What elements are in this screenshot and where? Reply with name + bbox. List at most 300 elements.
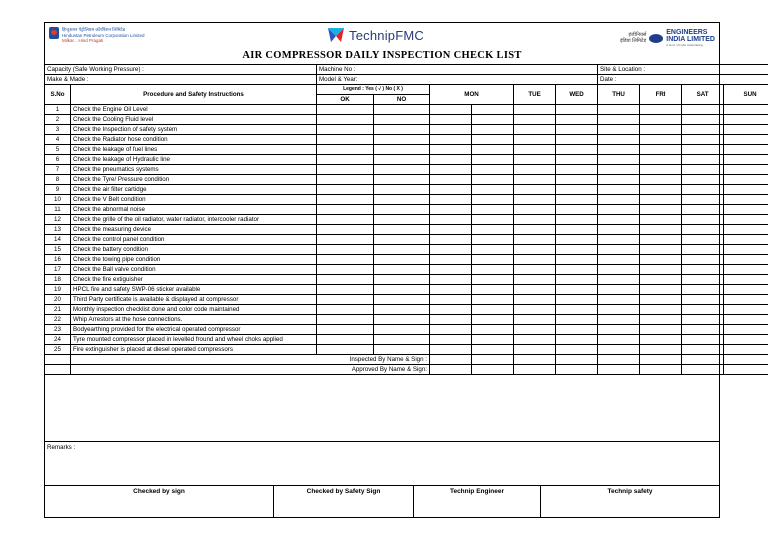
wed-cell[interactable] bbox=[556, 335, 598, 345]
wed-cell[interactable] bbox=[556, 165, 598, 175]
tue-cell[interactable] bbox=[514, 265, 556, 275]
mon-cell-a[interactable] bbox=[430, 325, 472, 335]
fri-cell[interactable] bbox=[640, 265, 682, 275]
tue-cell[interactable] bbox=[514, 105, 556, 115]
wed-cell[interactable] bbox=[556, 325, 598, 335]
mon-cell-b[interactable] bbox=[472, 185, 514, 195]
fri-cell[interactable] bbox=[640, 205, 682, 215]
no-cell[interactable] bbox=[374, 205, 430, 215]
tue-cell[interactable] bbox=[514, 205, 556, 215]
day-header-tue: TUE bbox=[514, 85, 556, 105]
item-procedure: Check the pneumatics systems bbox=[71, 165, 317, 175]
thu-cell[interactable] bbox=[598, 225, 640, 235]
ok-cell[interactable] bbox=[317, 185, 374, 195]
mon-cell-a[interactable] bbox=[430, 295, 472, 305]
ok-cell[interactable] bbox=[317, 245, 374, 255]
thu-cell[interactable] bbox=[598, 135, 640, 145]
sun-cell[interactable] bbox=[724, 185, 768, 195]
item-number: 14 bbox=[45, 235, 71, 245]
procedure-header: Procedure and Safety Instructions bbox=[71, 85, 317, 105]
table-row bbox=[45, 215, 768, 225]
sat-cell[interactable] bbox=[682, 185, 724, 195]
wed-cell[interactable] bbox=[556, 195, 598, 205]
mon-cell-a[interactable] bbox=[430, 305, 472, 315]
table-row bbox=[45, 185, 768, 195]
item-number: 11 bbox=[45, 205, 71, 215]
item-procedure: Check the abnormal noise bbox=[71, 205, 317, 215]
mon-cell-b[interactable] bbox=[472, 325, 514, 335]
sat-cell[interactable] bbox=[682, 315, 724, 325]
mon-cell-b[interactable] bbox=[472, 215, 514, 225]
tue-cell[interactable] bbox=[514, 135, 556, 145]
wed-cell[interactable] bbox=[556, 145, 598, 155]
sat-cell[interactable] bbox=[682, 145, 724, 155]
thu-cell[interactable] bbox=[598, 145, 640, 155]
thu-cell[interactable] bbox=[598, 345, 640, 355]
mon-cell-a[interactable] bbox=[430, 335, 472, 345]
eil-logo bbox=[620, 29, 715, 47]
item-procedure: Check the Inspection of safety system bbox=[71, 125, 317, 135]
thu-cell[interactable] bbox=[598, 155, 640, 165]
sat-cell[interactable] bbox=[682, 165, 724, 175]
no-cell[interactable] bbox=[374, 105, 430, 115]
mon-cell-a[interactable] bbox=[430, 285, 472, 295]
sun-cell[interactable] bbox=[724, 155, 768, 165]
sat-cell[interactable] bbox=[682, 335, 724, 345]
signature-row bbox=[45, 485, 719, 518]
remarks-area[interactable] bbox=[45, 441, 719, 485]
tue-cell[interactable] bbox=[514, 305, 556, 315]
mon-cell-b[interactable] bbox=[472, 135, 514, 145]
mon-cell-b[interactable] bbox=[472, 285, 514, 295]
no-cell[interactable] bbox=[374, 315, 430, 325]
no-cell[interactable] bbox=[374, 135, 430, 145]
site-location-field[interactable]: Site & Location : bbox=[598, 65, 768, 75]
ok-cell[interactable] bbox=[317, 235, 374, 245]
sun-cell[interactable] bbox=[724, 105, 768, 115]
technip-safety-cell[interactable]: Technip safety bbox=[607, 488, 653, 495]
ok-cell[interactable] bbox=[317, 125, 374, 135]
wed-cell[interactable] bbox=[556, 255, 598, 265]
mon-cell-a[interactable] bbox=[430, 315, 472, 325]
wed-cell[interactable] bbox=[556, 215, 598, 225]
no-cell[interactable] bbox=[374, 115, 430, 125]
make-field[interactable]: Make & Made : bbox=[45, 75, 317, 85]
date-field[interactable]: Date : bbox=[598, 75, 768, 85]
sun-cell[interactable] bbox=[724, 335, 768, 345]
tue-cell[interactable] bbox=[514, 325, 556, 335]
capacity-field[interactable]: Capacity (Safe Working Pressure) : bbox=[45, 65, 317, 75]
fri-cell[interactable] bbox=[640, 295, 682, 305]
no-cell[interactable] bbox=[374, 125, 430, 135]
no-cell[interactable] bbox=[374, 215, 430, 225]
item-procedure: Check the Radiator hose condition bbox=[71, 135, 317, 145]
sat-cell[interactable] bbox=[682, 115, 724, 125]
ok-cell[interactable] bbox=[317, 135, 374, 145]
mon-cell-b[interactable] bbox=[472, 335, 514, 345]
ok-cell[interactable] bbox=[317, 265, 374, 275]
sun-cell[interactable] bbox=[724, 145, 768, 155]
thu-cell[interactable] bbox=[598, 315, 640, 325]
sat-cell[interactable] bbox=[682, 135, 724, 145]
sun-cell[interactable] bbox=[724, 165, 768, 175]
ok-cell[interactable] bbox=[317, 315, 374, 325]
sun-cell[interactable] bbox=[724, 135, 768, 145]
sat-cell[interactable] bbox=[682, 285, 724, 295]
sun-cell[interactable] bbox=[724, 225, 768, 235]
ok-cell[interactable] bbox=[317, 255, 374, 265]
fri-cell[interactable] bbox=[640, 285, 682, 295]
mon-cell-a[interactable] bbox=[430, 155, 472, 165]
thu-cell[interactable] bbox=[598, 185, 640, 195]
tue-cell[interactable] bbox=[514, 235, 556, 245]
mon-cell-a[interactable] bbox=[430, 205, 472, 215]
mon-cell-b[interactable] bbox=[472, 105, 514, 115]
mon-cell-b[interactable] bbox=[472, 265, 514, 275]
tue-cell[interactable] bbox=[514, 255, 556, 265]
mon-cell-a[interactable] bbox=[430, 345, 472, 355]
no-cell[interactable] bbox=[374, 325, 430, 335]
eil-emblem-icon bbox=[649, 34, 663, 43]
fri-cell[interactable] bbox=[640, 245, 682, 255]
sun-cell[interactable] bbox=[724, 195, 768, 205]
thu-cell[interactable] bbox=[598, 325, 640, 335]
fri-cell[interactable] bbox=[640, 255, 682, 265]
tue-cell[interactable] bbox=[514, 155, 556, 165]
wed-cell[interactable] bbox=[556, 185, 598, 195]
fri-cell[interactable] bbox=[640, 115, 682, 125]
thu-cell[interactable] bbox=[598, 285, 640, 295]
table-row bbox=[45, 205, 768, 215]
sun-cell[interactable] bbox=[724, 115, 768, 125]
mon-cell-b[interactable] bbox=[472, 165, 514, 175]
ok-cell[interactable] bbox=[317, 225, 374, 235]
ok-cell[interactable] bbox=[317, 305, 374, 315]
tue-cell[interactable] bbox=[514, 215, 556, 225]
thu-cell[interactable] bbox=[598, 205, 640, 215]
item-procedure: Check the measuring device bbox=[71, 225, 317, 235]
model-year-field[interactable]: Model & Year: bbox=[317, 75, 598, 85]
sat-cell[interactable] bbox=[682, 255, 724, 265]
tue-cell[interactable] bbox=[514, 225, 556, 235]
remarks-label: Remarks : bbox=[47, 444, 76, 451]
fri-cell[interactable] bbox=[640, 145, 682, 155]
sun-cell[interactable] bbox=[724, 125, 768, 135]
no-cell[interactable] bbox=[374, 175, 430, 185]
sat-cell[interactable] bbox=[682, 105, 724, 115]
thu-cell[interactable] bbox=[598, 245, 640, 255]
sat-cell[interactable] bbox=[682, 275, 724, 285]
no-cell[interactable] bbox=[374, 335, 430, 345]
mon-cell-a[interactable] bbox=[430, 105, 472, 115]
ok-cell[interactable] bbox=[317, 205, 374, 215]
wed-cell[interactable] bbox=[556, 235, 598, 245]
mon-cell-a[interactable] bbox=[430, 265, 472, 275]
no-cell[interactable] bbox=[374, 265, 430, 275]
fri-cell[interactable] bbox=[640, 335, 682, 345]
wed-cell[interactable] bbox=[556, 285, 598, 295]
mon-cell-b[interactable] bbox=[472, 315, 514, 325]
tue-cell[interactable] bbox=[514, 285, 556, 295]
item-procedure: Check the fire extiguisher bbox=[71, 275, 317, 285]
ok-cell[interactable] bbox=[317, 105, 374, 115]
table-row bbox=[45, 235, 768, 245]
safety-sign-cell[interactable]: Checked by Safety Sign bbox=[274, 486, 414, 518]
item-number: 3 bbox=[45, 125, 71, 135]
table-row bbox=[45, 325, 768, 335]
mon-cell-b[interactable] bbox=[472, 235, 514, 245]
mon-cell-b[interactable] bbox=[472, 245, 514, 255]
fri-cell[interactable] bbox=[640, 185, 682, 195]
wed-cell[interactable] bbox=[556, 205, 598, 215]
checked-by-sign-cell[interactable]: Checked by sign bbox=[45, 486, 274, 518]
table-row bbox=[45, 345, 768, 355]
thu-cell[interactable] bbox=[598, 175, 640, 185]
thu-cell[interactable] bbox=[598, 295, 640, 305]
sun-cell[interactable] bbox=[724, 315, 768, 325]
fri-cell[interactable] bbox=[640, 235, 682, 245]
sat-cell[interactable] bbox=[682, 225, 724, 235]
mon-cell-b[interactable] bbox=[472, 345, 514, 355]
fri-cell[interactable] bbox=[640, 345, 682, 355]
thu-cell[interactable] bbox=[598, 215, 640, 225]
thu-cell[interactable] bbox=[598, 255, 640, 265]
item-procedure: Check the control panel condition bbox=[71, 235, 317, 245]
mon-cell-a[interactable] bbox=[430, 185, 472, 195]
hpcl-emblem-icon bbox=[49, 27, 59, 39]
eil-hindi-line1: इंजीनियर्स bbox=[628, 32, 647, 38]
fri-cell[interactable] bbox=[640, 175, 682, 185]
wed-cell[interactable] bbox=[556, 225, 598, 235]
fri-cell[interactable] bbox=[640, 305, 682, 315]
table-row bbox=[45, 225, 768, 235]
mon-cell-a[interactable] bbox=[430, 175, 472, 185]
item-procedure: Tyre mounted compressor placed in levelled fround and wheel choks applied bbox=[71, 335, 317, 345]
mon-cell-b[interactable] bbox=[472, 175, 514, 185]
mon-cell-b[interactable] bbox=[472, 115, 514, 125]
thu-cell[interactable] bbox=[598, 195, 640, 205]
tue-cell[interactable] bbox=[514, 245, 556, 255]
item-number: 1 bbox=[45, 105, 71, 115]
thu-cell[interactable] bbox=[598, 165, 640, 175]
ok-cell[interactable] bbox=[317, 295, 374, 305]
sun-cell[interactable] bbox=[724, 285, 768, 295]
fri-cell[interactable] bbox=[640, 195, 682, 205]
mon-cell-b[interactable] bbox=[472, 255, 514, 265]
ok-cell[interactable] bbox=[317, 275, 374, 285]
mon-cell-b[interactable] bbox=[472, 195, 514, 205]
no-cell[interactable] bbox=[374, 255, 430, 265]
mon-cell-b[interactable] bbox=[472, 225, 514, 235]
sun-cell[interactable] bbox=[724, 345, 768, 355]
no-cell[interactable] bbox=[374, 195, 430, 205]
item-procedure: Monthly inspection checklist done and color code maintained bbox=[71, 305, 317, 315]
fri-cell[interactable] bbox=[640, 125, 682, 135]
logo-bar bbox=[45, 23, 719, 49]
technip-engineer-cell[interactable]: Technip Engineer bbox=[414, 486, 541, 518]
fri-cell[interactable] bbox=[640, 315, 682, 325]
sun-cell[interactable] bbox=[724, 205, 768, 215]
wed-cell[interactable] bbox=[556, 125, 598, 135]
tue-cell[interactable] bbox=[514, 295, 556, 305]
machine-no-field[interactable]: Machine No : bbox=[317, 65, 598, 75]
fri-cell[interactable] bbox=[640, 275, 682, 285]
thu-cell[interactable] bbox=[598, 265, 640, 275]
ok-cell[interactable] bbox=[317, 325, 374, 335]
mon-cell-b[interactable] bbox=[472, 295, 514, 305]
ok-cell[interactable] bbox=[317, 215, 374, 225]
tue-cell[interactable] bbox=[514, 115, 556, 125]
no-cell[interactable] bbox=[374, 225, 430, 235]
sat-cell[interactable] bbox=[682, 305, 724, 315]
wed-cell[interactable] bbox=[556, 105, 598, 115]
mon-cell-b[interactable] bbox=[472, 145, 514, 155]
sat-cell[interactable] bbox=[682, 155, 724, 165]
wed-cell[interactable] bbox=[556, 295, 598, 305]
ok-cell[interactable] bbox=[317, 195, 374, 205]
wed-cell[interactable] bbox=[556, 175, 598, 185]
thu-cell[interactable] bbox=[598, 105, 640, 115]
wed-cell[interactable] bbox=[556, 245, 598, 255]
item-number: 8 bbox=[45, 175, 71, 185]
tue-cell[interactable] bbox=[514, 175, 556, 185]
sat-cell[interactable] bbox=[682, 215, 724, 225]
tue-cell[interactable] bbox=[514, 125, 556, 135]
sat-cell[interactable] bbox=[682, 235, 724, 245]
mon-cell-a[interactable] bbox=[430, 215, 472, 225]
sat-cell[interactable] bbox=[682, 265, 724, 275]
ok-cell[interactable] bbox=[317, 335, 374, 345]
ok-cell[interactable] bbox=[317, 165, 374, 175]
item-procedure: Check the air filter cartidge bbox=[71, 185, 317, 195]
mon-cell-b[interactable] bbox=[472, 155, 514, 165]
sun-cell[interactable] bbox=[724, 265, 768, 275]
sat-cell[interactable] bbox=[682, 175, 724, 185]
sat-cell[interactable] bbox=[682, 195, 724, 205]
no-cell[interactable] bbox=[374, 295, 430, 305]
sun-cell[interactable] bbox=[724, 255, 768, 265]
ok-cell[interactable] bbox=[317, 345, 374, 355]
thu-cell[interactable] bbox=[598, 335, 640, 345]
item-number: 13 bbox=[45, 225, 71, 235]
no-cell[interactable] bbox=[374, 345, 430, 355]
sat-cell[interactable] bbox=[682, 295, 724, 305]
mon-cell-b[interactable] bbox=[472, 275, 514, 285]
mon-cell-b[interactable] bbox=[472, 305, 514, 315]
sun-cell[interactable] bbox=[724, 275, 768, 285]
no-cell[interactable] bbox=[374, 245, 430, 255]
sun-cell[interactable] bbox=[724, 245, 768, 255]
sat-cell[interactable] bbox=[682, 125, 724, 135]
no-cell[interactable] bbox=[374, 185, 430, 195]
thu-cell[interactable] bbox=[598, 235, 640, 245]
hpcl-hindi-name: हिन्दुस्तान पेट्रोलियम कॉर्पोरेशन लिमिटेड bbox=[62, 27, 126, 32]
mon-cell-a[interactable] bbox=[430, 245, 472, 255]
wed-cell[interactable] bbox=[556, 345, 598, 355]
mon-cell-a[interactable] bbox=[430, 235, 472, 245]
thu-cell[interactable] bbox=[598, 275, 640, 285]
wed-cell[interactable] bbox=[556, 155, 598, 165]
wed-cell[interactable] bbox=[556, 275, 598, 285]
ok-cell[interactable] bbox=[317, 175, 374, 185]
item-number: 18 bbox=[45, 275, 71, 285]
ok-cell[interactable] bbox=[317, 145, 374, 155]
no-cell[interactable] bbox=[374, 285, 430, 295]
sun-cell[interactable] bbox=[724, 235, 768, 245]
no-cell[interactable] bbox=[374, 305, 430, 315]
ok-cell[interactable] bbox=[317, 155, 374, 165]
tue-cell[interactable] bbox=[514, 335, 556, 345]
wed-cell[interactable] bbox=[556, 305, 598, 315]
mon-cell-b[interactable] bbox=[472, 205, 514, 215]
sun-cell[interactable] bbox=[724, 175, 768, 185]
eil-hindi-line2: इंडिया लिमिटेड bbox=[620, 38, 647, 44]
mon-cell-a[interactable] bbox=[430, 255, 472, 265]
eil-name-line1: ENGINEERS bbox=[666, 29, 708, 36]
tue-cell[interactable] bbox=[514, 145, 556, 155]
inspected-by-label: Inspected By Name & Sign : bbox=[71, 355, 430, 365]
mon-cell-a[interactable] bbox=[430, 195, 472, 205]
sat-cell[interactable] bbox=[682, 325, 724, 335]
ok-header: OK bbox=[317, 95, 374, 105]
sat-cell[interactable] bbox=[682, 245, 724, 255]
thu-cell[interactable] bbox=[598, 125, 640, 135]
sat-cell[interactable] bbox=[682, 205, 724, 215]
sun-cell[interactable] bbox=[724, 295, 768, 305]
mon-cell-a[interactable] bbox=[430, 125, 472, 135]
no-cell[interactable] bbox=[374, 155, 430, 165]
fri-cell[interactable] bbox=[640, 155, 682, 165]
tue-cell[interactable] bbox=[514, 185, 556, 195]
no-cell[interactable] bbox=[374, 275, 430, 285]
tue-cell[interactable] bbox=[514, 275, 556, 285]
sat-cell[interactable] bbox=[682, 345, 724, 355]
item-number: 25 bbox=[45, 345, 71, 355]
fri-cell[interactable] bbox=[640, 165, 682, 175]
mon-cell-a[interactable] bbox=[430, 165, 472, 175]
fri-cell[interactable] bbox=[640, 105, 682, 115]
wed-cell[interactable] bbox=[556, 265, 598, 275]
mon-cell-a[interactable] bbox=[430, 115, 472, 125]
mon-cell-a[interactable] bbox=[430, 135, 472, 145]
no-cell[interactable] bbox=[374, 235, 430, 245]
thu-cell[interactable] bbox=[598, 305, 640, 315]
ok-cell[interactable] bbox=[317, 115, 374, 125]
tue-cell[interactable] bbox=[514, 315, 556, 325]
wed-cell[interactable] bbox=[556, 135, 598, 145]
wed-cell[interactable] bbox=[556, 115, 598, 125]
mon-cell-a[interactable] bbox=[430, 145, 472, 155]
fri-cell[interactable] bbox=[640, 135, 682, 145]
mon-cell-a[interactable] bbox=[430, 275, 472, 285]
thu-cell[interactable] bbox=[598, 115, 640, 125]
sun-cell[interactable] bbox=[724, 215, 768, 225]
mon-cell-b[interactable] bbox=[472, 125, 514, 135]
fri-cell[interactable] bbox=[640, 225, 682, 235]
ok-cell[interactable] bbox=[317, 285, 374, 295]
no-cell[interactable] bbox=[374, 145, 430, 155]
fri-cell[interactable] bbox=[640, 325, 682, 335]
mon-cell-a[interactable] bbox=[430, 225, 472, 235]
sun-cell[interactable] bbox=[724, 305, 768, 315]
no-cell[interactable] bbox=[374, 165, 430, 175]
tue-cell[interactable] bbox=[514, 345, 556, 355]
tue-cell[interactable] bbox=[514, 195, 556, 205]
wed-cell[interactable] bbox=[556, 315, 598, 325]
fri-cell[interactable] bbox=[640, 215, 682, 225]
tue-cell[interactable] bbox=[514, 165, 556, 175]
sun-cell[interactable] bbox=[724, 325, 768, 335]
